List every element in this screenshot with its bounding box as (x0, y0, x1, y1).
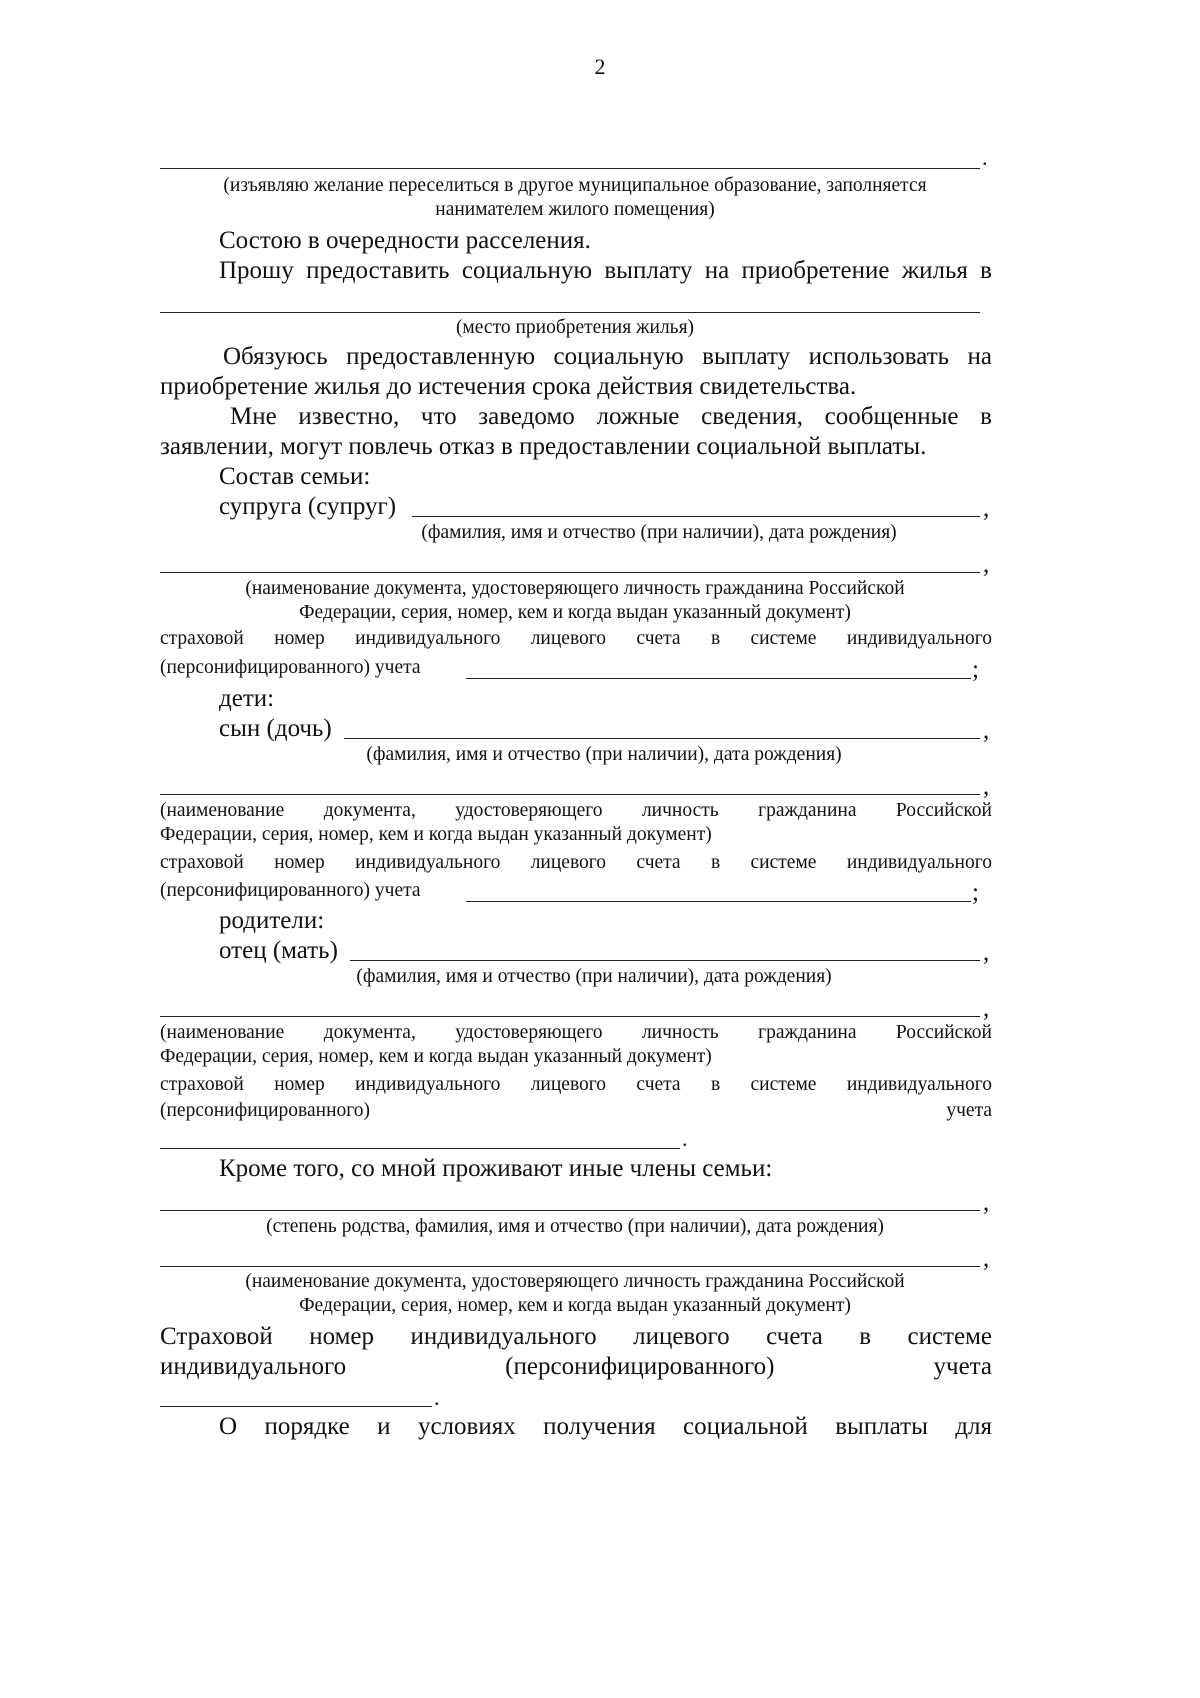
place-caption: (место приобретения жилья) (455, 317, 695, 338)
others-doc-caption-1: (наименование документа, удостоверяющего личность гражданина Российской (245, 1271, 905, 1292)
others-snils-field-line[interactable] (160, 1406, 432, 1407)
aware-line-2: заявлении, могут повлечь отказ в предоставлении социальной выплаты. (160, 433, 927, 460)
punct-comma: , (983, 995, 990, 1022)
punct-comma: , (983, 773, 990, 800)
spouse-snils-line-1: страховой номер индивидуального лицевого счета в системе индивидуального (160, 628, 992, 649)
spouse-doc-caption-1: (наименование документа, удостоверяющего личность гражданина Российской (245, 578, 905, 599)
spouse-document-field-line[interactable] (160, 572, 980, 573)
child-name-field-line[interactable] (344, 738, 980, 739)
punct-comma: , (983, 1245, 990, 1272)
spouse-fio-caption: (фамилия, имя и отчество (при наличии), дата рождения) (421, 522, 897, 543)
child-fio-caption: (фамилия, имя и отчество (при наличии), дата рождения) (366, 744, 842, 765)
obligation-line-2: приобретение жилья до истечения срока действия свидетельства. (160, 373, 857, 400)
parent-label: отец (мать) (219, 937, 338, 964)
punct-comma: , (983, 939, 990, 966)
parent-name-field-line[interactable] (350, 960, 980, 961)
parent-snils-line-1: страховой номер индивидуального лицевого счета в системе индивидуального (160, 1074, 992, 1095)
others-snils-line-2: индивидуального (персонифицированного) учета (160, 1353, 992, 1380)
others-caption: (степень родства, фамилия, имя и отчество (при наличии), дата рождения) (266, 1216, 884, 1237)
obligation-line-1: Обязуюсь предоставленную социальную выплату использовать на (223, 343, 992, 370)
others-statement: Кроме того, со мной проживают иные члены семьи: (219, 1155, 773, 1182)
parent-snils-field-line[interactable] (160, 1148, 680, 1149)
parent-doc-caption-1: (наименование документа, удостоверяющего личность гражданина Российской (160, 1022, 992, 1043)
purchase-place-field-line[interactable] (160, 312, 980, 313)
parent-document-field-line[interactable] (160, 1016, 980, 1017)
queue-statement: Состою в очередности расселения. (219, 227, 591, 254)
others-doc-caption-2: Федерации, серия, номер, кем и когда выдан указанный документ) (299, 1295, 851, 1316)
relocation-caption-2: нанимателем жилого помещения) (435, 199, 715, 220)
spouse-snils-line-2: (персонифицированного) учета (160, 657, 421, 678)
child-snils-line-2: (персонифицированного) учета (160, 880, 421, 901)
punct-period: . (682, 1126, 688, 1151)
punct-semicolon: ; (972, 656, 979, 683)
order-line: О порядке и условиях получения социальной выплаты для (219, 1413, 992, 1440)
request-statement: Прошу предоставить социальную выплату на приобретение жилья в (219, 257, 992, 284)
relocation-field-line[interactable] (160, 168, 980, 169)
child-snils-field-line[interactable] (466, 901, 971, 902)
parent-fio-caption: (фамилия, имя и отчество (при наличии), дата рождения) (356, 966, 832, 987)
page-number: 2 (594, 54, 606, 79)
children-heading: дети: (219, 685, 275, 712)
child-doc-caption-2: Федерации, серия, номер, кем и когда выдан указанный документ) (160, 824, 712, 845)
others-snils-line-1: Страховой номер индивидуального лицевого счета в системе (160, 1323, 992, 1350)
spouse-doc-caption-2: Федерации, серия, номер, кем и когда выдан указанный документ) (299, 602, 851, 623)
others-document-field-line[interactable] (160, 1266, 980, 1267)
child-doc-caption-1: (наименование документа, удостоверяющего личность гражданина Российской (160, 800, 992, 821)
parents-heading: родители: (219, 907, 325, 934)
punct-period: . (434, 1385, 440, 1410)
child-document-field-line[interactable] (160, 794, 980, 795)
parent-snils-line-2: (персонифицированного) учета (160, 1100, 992, 1121)
child-snils-line-1: страховой номер индивидуального лицевого счета в системе индивидуального (160, 852, 992, 873)
spouse-name-field-line[interactable] (412, 516, 980, 517)
child-label: сын (дочь) (219, 715, 332, 742)
punct-semicolon: ; (972, 879, 979, 906)
punct-comma: , (983, 551, 990, 578)
others-name-field-line[interactable] (160, 1210, 980, 1211)
aware-line-1: Мне известно, что заведомо ложные сведения, сообщенные в (230, 403, 992, 430)
punct-comma: , (983, 495, 990, 522)
spouse-label: супруга (супруг) (219, 493, 397, 520)
punct-comma: , (983, 1189, 990, 1216)
family-heading: Состав семьи: (219, 463, 371, 490)
parent-doc-caption-2: Федерации, серия, номер, кем и когда выдан указанный документ) (160, 1046, 712, 1067)
punct-comma: , (983, 717, 990, 744)
punct-period: . (982, 145, 988, 170)
relocation-caption-1: (изъявляю желание переселиться в другое муниципальное образование, заполняется (223, 175, 927, 196)
spouse-snils-field-line[interactable] (466, 678, 971, 679)
